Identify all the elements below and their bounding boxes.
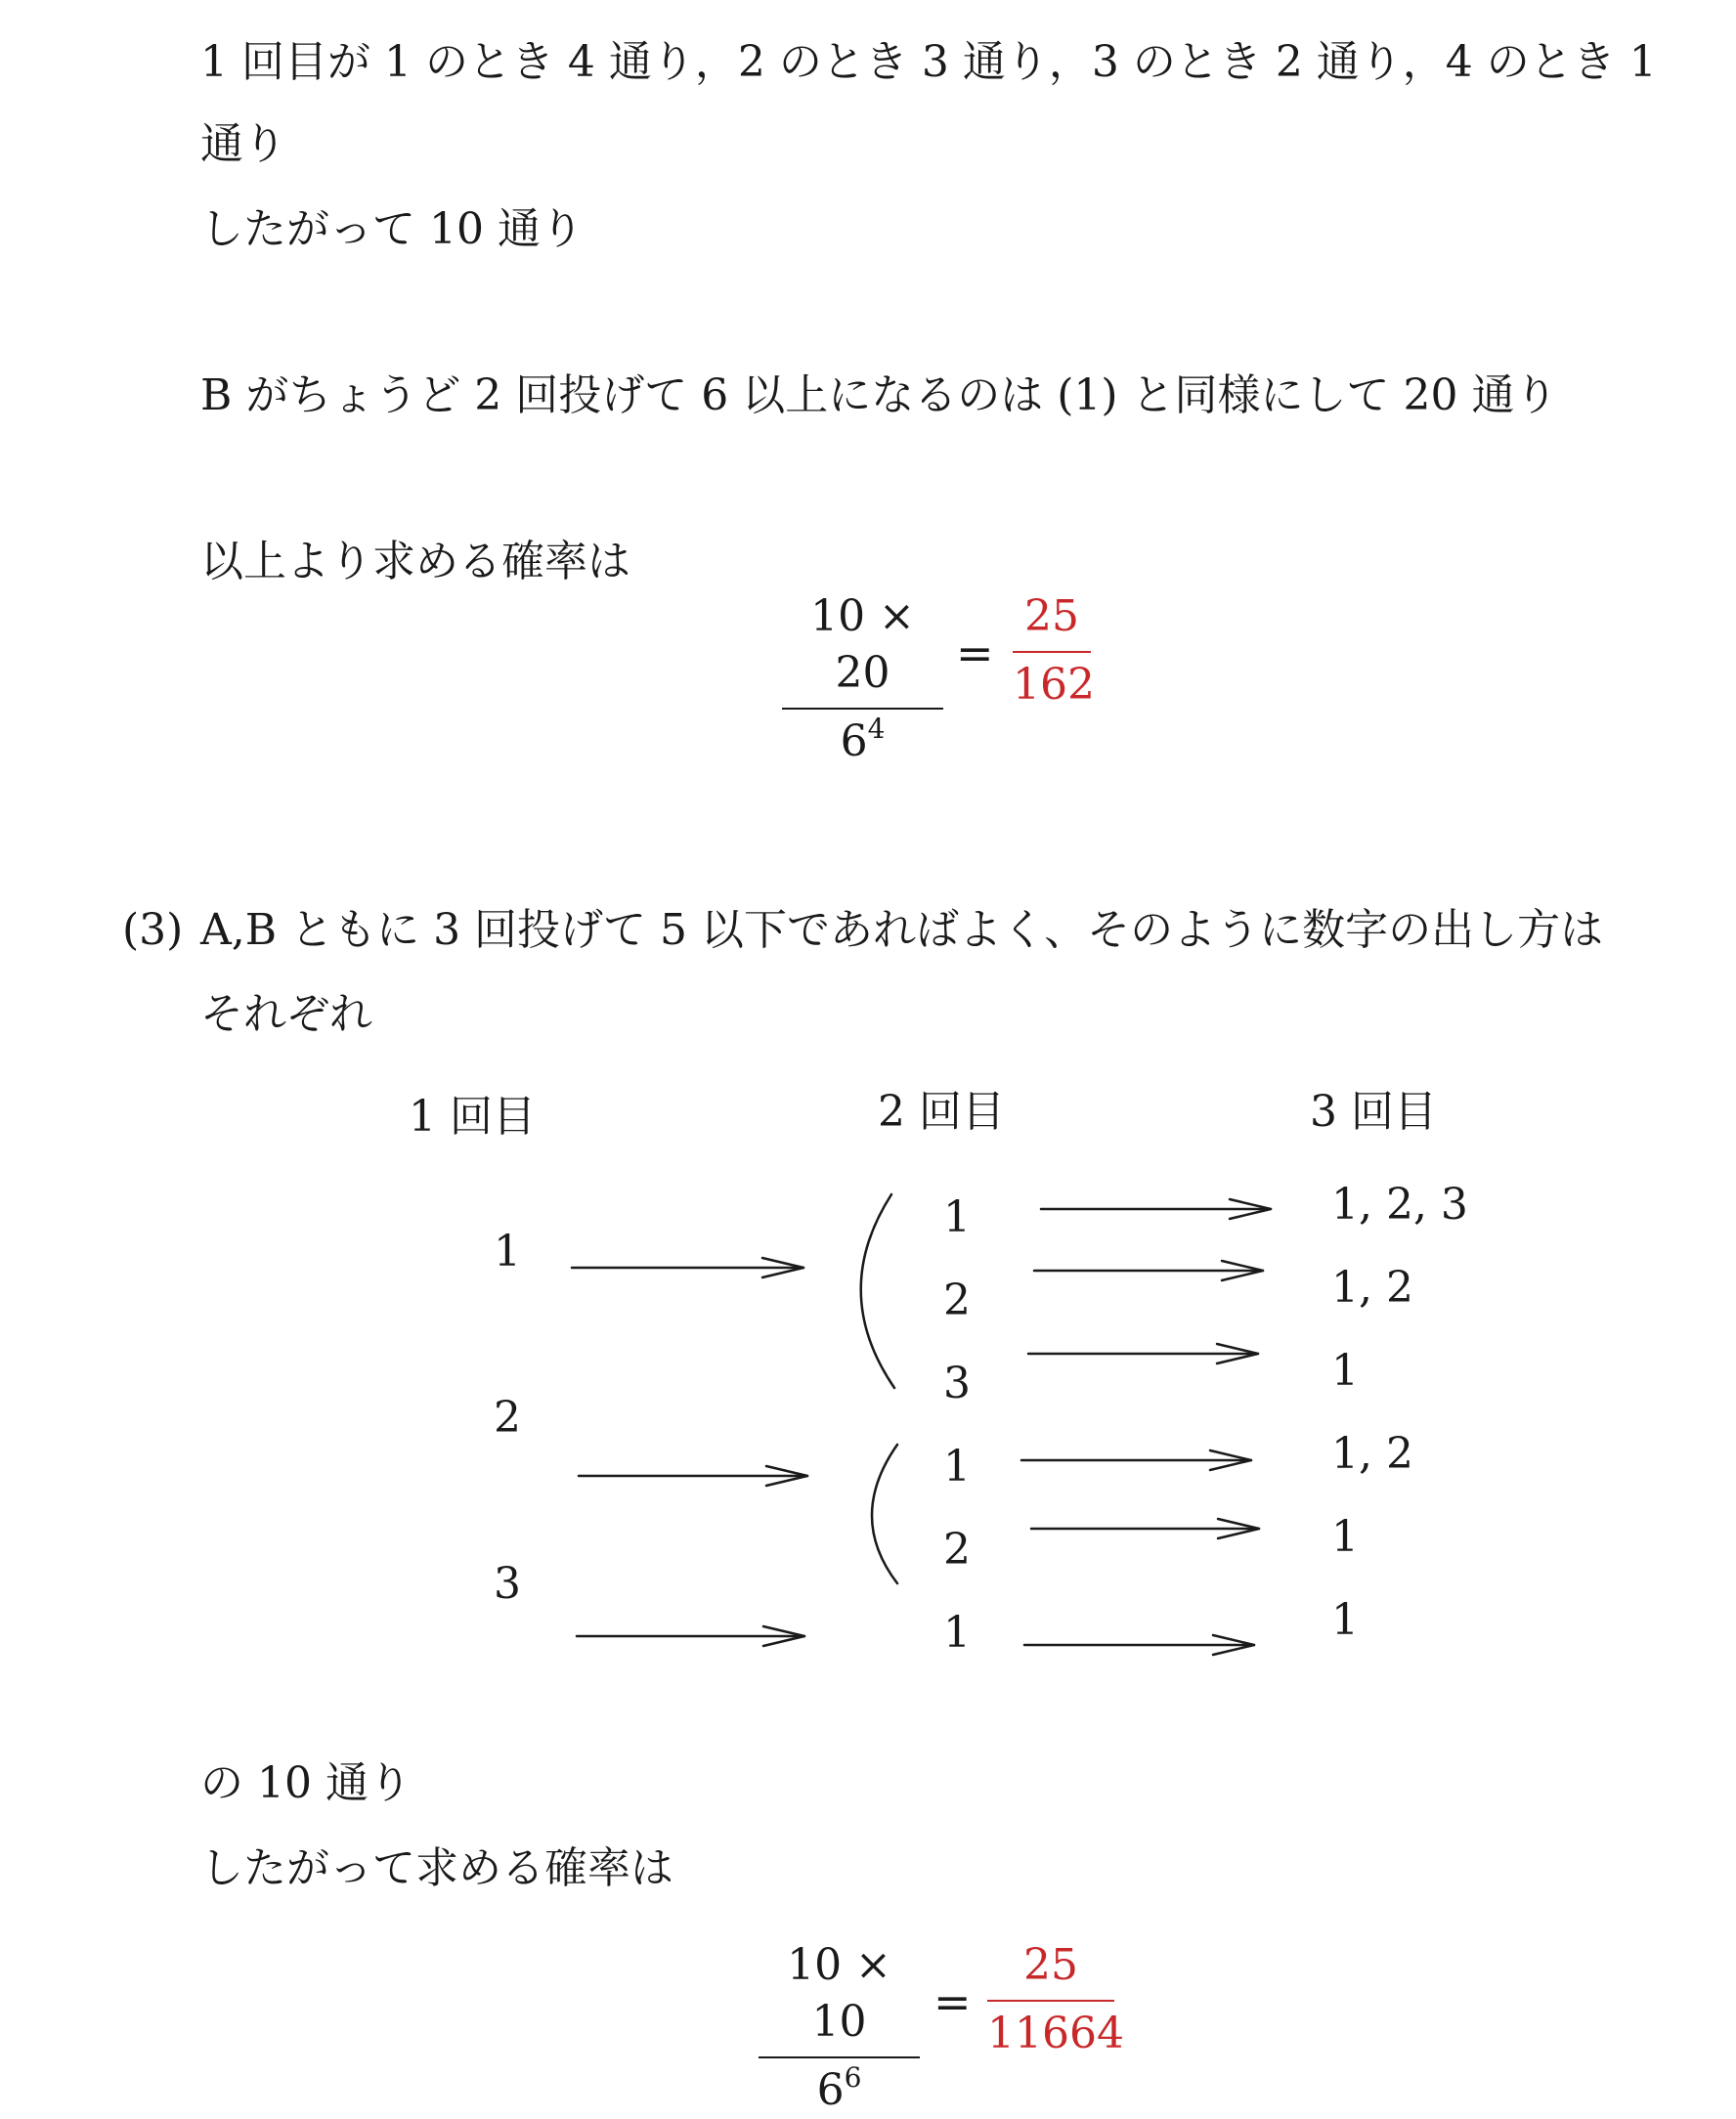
formula-2-denominator: $6^6$	[816, 2061, 862, 2115]
text-line-8: の 10 通り	[200, 1758, 412, 1808]
formula-2-result-denominator: 11664	[987, 2009, 1124, 2058]
tree-second-2: 2	[943, 1276, 971, 1325]
tree-third-3: 1	[1331, 1346, 1359, 1396]
tree-third-2: 1, 2	[1331, 1263, 1413, 1313]
text-line-9: したがって求める確率は	[200, 1843, 673, 1893]
text-line-7: それぞれ	[200, 989, 372, 1039]
tree-third-1: 1, 2, 3	[1331, 1180, 1468, 1230]
tree-first-1: 1	[494, 1227, 521, 1276]
text-line-5: 以上より求める確率は	[200, 537, 630, 586]
tree-header-3: 3 回目	[1310, 1087, 1437, 1137]
tree-second-4: 1	[943, 1442, 971, 1492]
tree-second-6: 1	[943, 1608, 971, 1658]
formula-2-result-numerator: 25	[1023, 1940, 1078, 1990]
tree-first-3: 3	[494, 1559, 521, 1609]
formula-1-result-denominator: 162	[1013, 660, 1095, 710]
text-line-1: 1 回目が 1 のとき 4 通り，2 のとき 3 通り，3 のとき 2 通り，4 のとき 1	[200, 37, 1657, 87]
tree-third-5: 1	[1331, 1512, 1359, 1562]
tree-second-1: 1	[943, 1192, 971, 1242]
tree-first-2: 2	[494, 1393, 521, 1443]
formula-1-result-numerator: 25	[1024, 591, 1079, 641]
formula-2-result	[987, 1937, 1124, 2062]
tree-second-5: 2	[943, 1525, 971, 1575]
formula-2-bar	[759, 2056, 920, 2058]
text-line-2: 通り	[200, 119, 286, 169]
tree-third-4: 1, 2	[1331, 1429, 1413, 1479]
part-3-label: (3)	[122, 905, 184, 955]
formula-1-numerator: 10 × 20	[810, 591, 915, 698]
formula-1-equals: =	[956, 627, 994, 679]
tree-third-6: 1	[1331, 1595, 1359, 1645]
text-line-4: B がちょうど 2 回投げて 6 以上になるのは (1) と同様にして 20 通り	[200, 370, 1558, 420]
formula-2-equals: =	[933, 1975, 972, 2028]
text-line-3: したがって 10 通り	[200, 204, 584, 254]
tree-header-1: 1 回目	[409, 1092, 536, 1142]
text-line-6: A,B ともに 3 回投げて 5 以下であればよく、そのように数字の出し方は	[200, 905, 1604, 955]
tree-header-2: 2 回目	[878, 1087, 1005, 1137]
formula-2-numerator: 10 × 10	[787, 1940, 891, 2047]
tree-second-3: 3	[943, 1359, 971, 1408]
formula-2-fraction	[759, 1937, 920, 2119]
formula-2-result-bar	[987, 2000, 1114, 2002]
formula-1-denominator: $6^4$	[840, 713, 886, 766]
